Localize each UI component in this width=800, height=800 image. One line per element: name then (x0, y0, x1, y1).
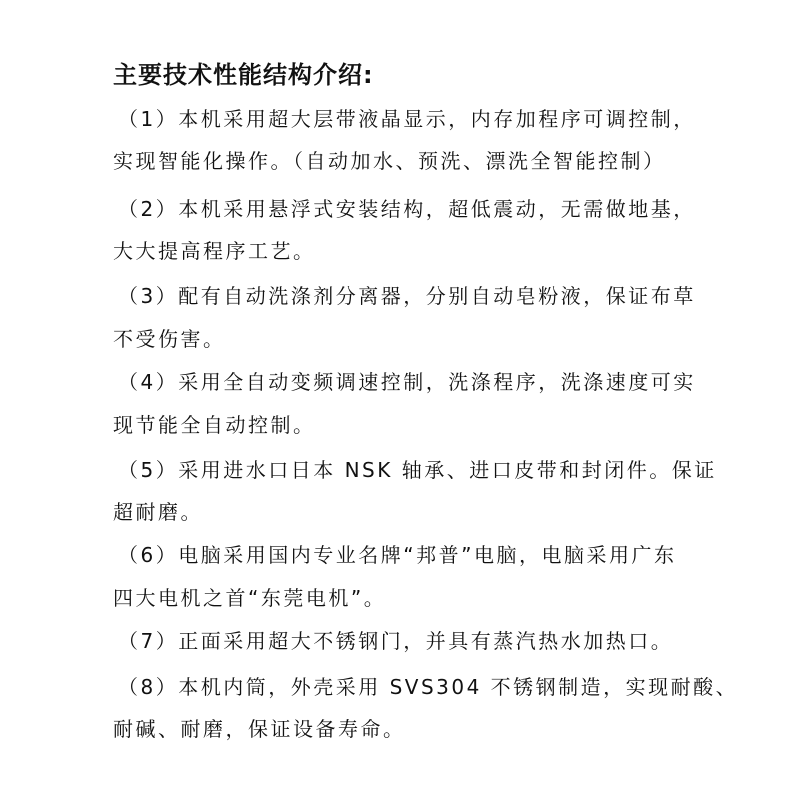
item-6-line-1: （6）电脑采用国内专业名牌“邦普”电脑，电脑采用广东 (118, 543, 677, 567)
item-2-line-2: 大大提高程序工艺。 (113, 239, 316, 263)
item-4-line-2: 现节能全自动控制。 (113, 413, 316, 437)
item-3-line-2: 不受伤害。 (113, 327, 226, 351)
item-1-line-2: 实现智能化操作。（自动加水、预洗、漂洗全智能控制） (113, 149, 666, 173)
item-8-line-2: 耐碱、耐磨，保证设备寿命。 (113, 717, 406, 741)
item-5-line-2: 超耐磨。 (113, 500, 203, 524)
item-2-line-1: （2）本机采用悬浮式安装结构，超低震动，无需做地基， (118, 197, 696, 221)
item-4-line-1: （4）采用全自动变频调速控制，洗涤程序，洗涤速度可实 (118, 370, 696, 394)
item-1-line-1: （1）本机采用超大层带液晶显示，内存加程序可调控制， (118, 107, 696, 131)
section-heading: 主要技术性能结构介绍: (113, 61, 374, 89)
item-8-line-1: （8）本机内筒，外壳采用 SVS304 不锈钢制造，实现耐酸、 (118, 675, 739, 699)
item-7-line-1: （7）正面采用超大不锈钢门，并具有蒸汽热水加热口。 (118, 629, 674, 653)
item-6-line-2: 四大电机之首“东莞电机”。 (113, 586, 387, 610)
item-5-line-1: （5）采用进水口日本 NSK 轴承、进口皮带和封闭件。保证 (118, 458, 717, 482)
item-3-line-1: （3）配有自动洗涤剂分离器，分别自动皂粉液，保证布草 (118, 284, 696, 308)
